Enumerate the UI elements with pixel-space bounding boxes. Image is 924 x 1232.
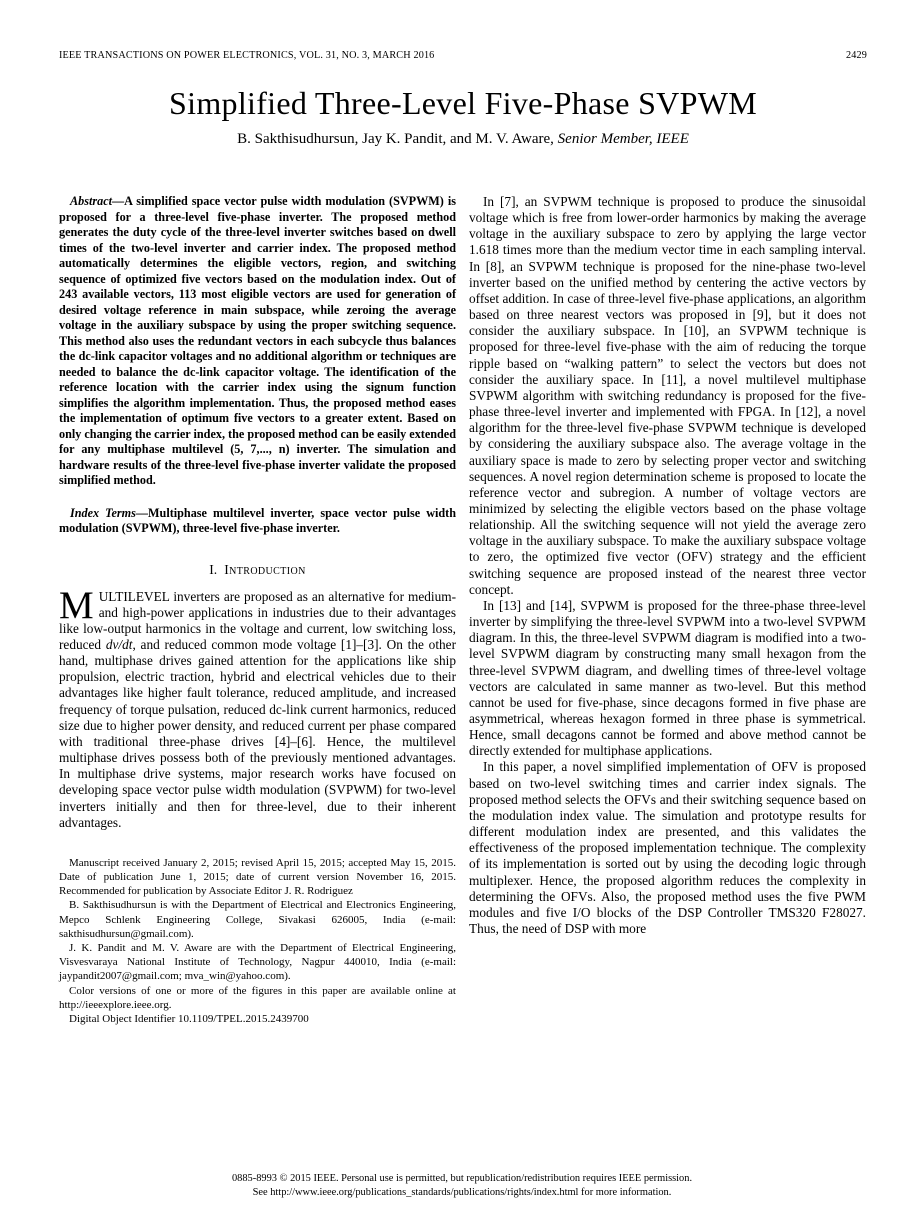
author-names: B. Sakthisudhursun, Jay K. Pandit, and M. V. Aware,	[237, 131, 558, 147]
intro-paragraph	[59, 583, 457, 831]
intro-text-dvdt: dv/dt	[105, 636, 133, 652]
copyright-line-2: See http://www.ieee.org/publications_standards/publications/rights/index.html for more information.	[252, 1186, 672, 1198]
intro-text-part1: ULTILEVEL inverters are proposed as an alternative for medium- and high-power applications in industries due to their advantages like low-output harmonics in the voltage and current, low switching loss, reduced	[59, 588, 456, 652]
drop-cap: M	[59, 583, 94, 627]
paper-title: Simplified Three-Level Five-Phase SVPWM	[169, 85, 757, 121]
first-page-footnotes	[59, 856, 456, 1026]
copyright-line-1: 0885-8993 © 2015 IEEE. Personal use is permitted, but republication/redistribution requires IEEE permission.	[231, 1173, 693, 1184]
footnote-color-versions: Color versions of one or more of the figures in this paper are available online at http://ieeexplore.ieee.org.	[59, 984, 456, 1011]
paragraph-related-work-1: In [7], an SVPWM technique is proposed to produce the sinusoidal voltage which is free from lower-order harmonics by making the average voltage in the auxiliary subspace to zero by applying the large vector 1.618 times more than the medium vector time in each sampling interval. In [8], an SVPWM technique is proposed for the nine-phase two-level inverter based on the unified method by centering the active vectors by offset addition. In case of three-level five-phase applications, an algorithm based on three nearest vectors was proposed in [9], but it does not consider the auxiliary subspace. In [10], an SVPWM technique is proposed for three-level five-phase with the aim of reducing the torque ripple based on “walking pattern” to select the vectors but does not consider the auxiliary space. In [11], a novel multilevel multiphase SVPWM algorithm with switching redundancy is proposed for the five-phase three-level inverter and implemented with FPGA. In [12], a novel algorithm for the three-level five-phase SVPWM technique is developed by considering the auxiliary subspace also. The average voltage in the auxiliary space is made to zero by selecting proper vector and switching sequences. A novel region determination scheme is proposed to locate the reference vector and subregion. A number of voltage vectors are minimized by selecting the eligible vectors based on the phase voltage relationship. All the switching sequence will not yield the average zero voltage in the auxiliary subspace. To make the auxiliary subspace voltage to zero, the optimized five vector (OFV) strategy and the efficient switching sequence are proposed instead of the nearest three vector concept.	[469, 194, 866, 597]
section-title: Introduction	[224, 561, 306, 577]
page-content	[59, 84, 867, 1026]
index-terms-text: Multiphase multilevel inverter, space vector pulse width modulation (SVPWM), three-level five-phase inverter.	[59, 505, 456, 535]
index-terms-label: Index Terms—	[70, 505, 149, 520]
paragraph-contribution: In this paper, a novel simplified implementation of OFV is proposed based on two-level switching times and carrier index signals. The proposed method selects the OFVs and their switching sequence based on the modulation index value. The simulation and prototype results for different modulation index are presented, and this validates the effectiveness of the proposed implementation technique. The complexity of its implementation is sorted out by using the decoding logic through multiplexer. Hence, the proposed algorithm reduces the complexity in determining the OFVs. Also, the proposed method uses the five PWM modules and five I/O blocks of the DSP Controller TMS320 F28027. Thus, the need of DSP with more	[469, 759, 866, 937]
footnote-affiliation-pandit-aware: J. K. Pandit and M. V. Aware are with the Department of Electrical Engineering, Visvesvaraya National Institute of Technology, Nagpur 440010, India (e-mail: jaypandit2007@gmail.com; mva_win@yahoo.com).	[59, 942, 456, 983]
footnote-manuscript-history: Manuscript received January 2, 2015; revised April 15, 2015; accepted May 15, 2015. Date of publication June 1, 2015; date of current version November 16, 2015. Recommended for publication by Associate Editor J. R. Rodriguez	[59, 856, 456, 898]
two-column-body	[59, 194, 867, 1026]
abstract	[59, 194, 456, 489]
index-terms	[59, 506, 456, 537]
intro-text-part2: , and reduced common mode voltage [1]–[3]. On the other hand, multiphase drives gained attention for the applications like ship propulsion, electric traction, hybrid and electrical vehicles due to their advantages like higher fault tolerance, reduced amplitude, and increased frequency of torque pulsation, reduced dc-link current harmonics, reduced size due to higher power density, and reduced current per phase compared with traditional three-phase drives [4]–[6]. Hence, the multilevel multiphase drives possess both of the previously mentioned advantages. In multiphase drive systems, major research works have focused on developing space vector pulse width modulation (SVPWM) for two-level inverters initially and then for three-level, due to their inherent advantages.	[59, 636, 457, 830]
copyright-footer	[0, 1172, 924, 1199]
author-line	[59, 131, 867, 148]
author-membership: Senior Member, IEEE	[557, 131, 689, 147]
left-column	[59, 194, 456, 1026]
page-number: 2429	[846, 50, 867, 61]
journal-title: IEEE TRANSACTIONS ON POWER ELECTRONICS, VOL. 31, NO. 3, MARCH 2016	[59, 50, 435, 61]
section-number: I.	[209, 561, 218, 577]
section-heading-introduction	[59, 562, 456, 578]
right-column	[469, 194, 866, 1026]
abstract-text: A simplified space vector pulse width modulation (SVPWM) is proposed for a three-level five-phase inverter. The proposed method generates the duty cycle of the three-level inverter switches based on dwell times of the two-level inverter and carrier index. The proposed method automatically determines the eligible vectors, region, and switching sequence of optimized five vectors based on the modulation index. Out of 243 available vectors, 113 most eligible vectors are used for generation of desired voltage reference in main subspace, while zeroing the average voltage in the auxiliary subspace by using the proper switching sequence. This method also uses the redundant vectors in each subcycle thus balances the dc-link capacitor voltages and no additional algorithm or techniques are needed to balance the dc-link capacitor voltage. The identification of the reference location with the carrier index using the signum function simplifies the algorithm implementation. Thus, the proposed method eases the implementation of optimum five vectors to a greater extent. Based on only changing the carrier index, the proposed method can be easily extended for any multiphase multilevel (5, 7,..., n) inverter. The simulation and hardware results of the three-level five-phase inverter validate the proposed simplified method.	[59, 194, 456, 487]
running-header	[59, 50, 867, 61]
abstract-label: Abstract—	[70, 194, 125, 208]
footnote-doi: Digital Object Identifier 10.1109/TPEL.2015.2439700	[69, 1013, 309, 1026]
paragraph-related-work-2: In [13] and [14], SVPWM is proposed for the three-phase three-level inverter by simplifying the three-level SVPWM into a two-level SVPWM diagram. In this, the three-level SVPWM diagram is modified into a two-level SVPWM diagram by constructing many small hexagon from the three-level SVPWM diagram, and dwelling times of three-level voltage vectors are calculated in same manner as two-level. But this method cannot be used for five-phase, since decagons formed in five phase are asymmetrical, whereas hexagon formed in three phase is symmetrical. Hence, small decagons cannot be formed and above method cannot be directly extended for multiphase applications.	[469, 597, 866, 759]
footnote-affiliation-sakthisudhursun: B. Sakthisudhursun is with the Department of Electrical and Electronics Engineering, Mepco Schlenk Engineering College, Sivakasi 626005, India (e-mail: sakthisudhursun@gmail.com).	[59, 899, 456, 940]
